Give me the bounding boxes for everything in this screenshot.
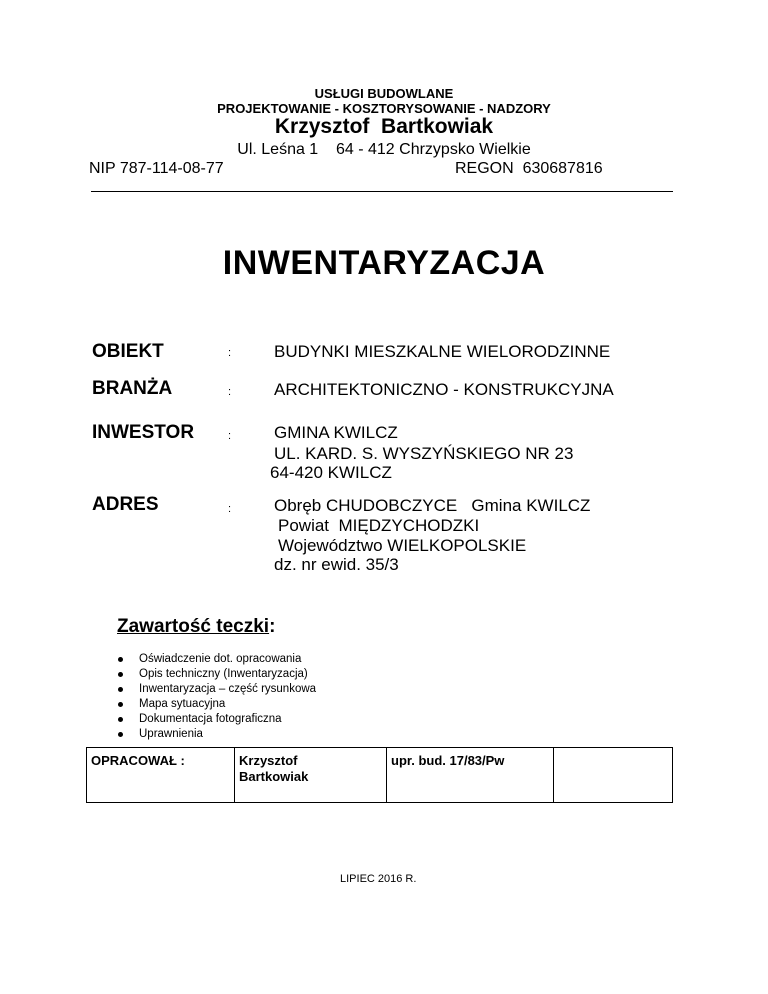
header-divider xyxy=(91,191,673,192)
company-regon: REGON 630687816 xyxy=(455,160,603,177)
field-colon-obiekt: : xyxy=(228,347,232,359)
inwestor-line-2: UL. KARD. S. WYSZYŃSKIEGO NR 23 xyxy=(274,444,574,463)
signature-cell xyxy=(554,748,673,803)
company-owner-name: Krzysztof Bartkowiak xyxy=(274,115,494,138)
inwestor-line-1: GMINA KWILCZ xyxy=(274,423,398,442)
field-label-obiekt: OBIEKT xyxy=(92,341,164,362)
company-type: USŁUGI BUDOWLANE xyxy=(314,86,454,101)
list-item: Mapa sytuacyjna xyxy=(117,697,316,712)
list-item: Dokumentacja fotograficzna xyxy=(117,712,316,727)
prepared-by-name xyxy=(235,748,387,803)
company-address: Ul. Leśna 1 64 - 412 Chrzypsko Wielkie xyxy=(237,141,531,158)
permit-number: upr. bud. 17/83/Pw xyxy=(387,748,554,803)
table-row xyxy=(87,748,673,803)
field-label-inwestor: INWESTOR xyxy=(92,422,195,443)
field-colon-adres: : xyxy=(228,503,232,515)
document-title: INWENTARYZACJA xyxy=(222,244,546,282)
list-item: Oświadczenie dot. opracowania xyxy=(117,652,316,667)
field-label-adres: ADRES xyxy=(92,494,159,515)
name-line-2: Bartkowiak xyxy=(239,769,309,784)
document-date: LIPIEC 2016 R. xyxy=(340,873,417,885)
list-item: Inwentaryzacja – część rysunkowa xyxy=(117,682,316,697)
contents-heading-text: Zawartość teczki xyxy=(117,616,270,637)
prepared-by-label: OPRACOWAŁ : xyxy=(87,748,235,803)
company-nip: NIP 787-114-08-77 xyxy=(89,160,224,177)
field-label-branza: BRANŻA xyxy=(92,378,173,399)
list-item: Uprawnienia xyxy=(117,727,316,742)
contents-heading-colon: : xyxy=(269,616,276,637)
name-line-1: Krzysztof xyxy=(239,753,298,768)
field-colon-branza: : xyxy=(228,386,232,398)
signature-table xyxy=(86,747,673,803)
field-value-branza: ARCHITEKTONICZNO - KONSTRUKCYJNA xyxy=(274,380,614,399)
adres-line-3: Województwo WIELKOPOLSKIE xyxy=(278,536,527,555)
adres-line-1: Obręb CHUDOBCZYCE Gmina KWILCZ xyxy=(274,496,591,515)
field-colon-inwestor: : xyxy=(228,430,232,442)
list-item: Opis techniczny (Inwentaryzacja) xyxy=(117,667,316,682)
inwestor-line-3: 64-420 KWILCZ xyxy=(270,463,392,482)
contents-heading xyxy=(117,616,275,638)
contents-list xyxy=(117,652,316,742)
adres-line-2: Powiat MIĘDZYCHODZKI xyxy=(278,516,480,535)
field-value-obiekt: BUDYNKI MIESZKALNE WIELORODZINNE xyxy=(274,342,611,361)
company-services: PROJEKTOWANIE - KOSZTORYSOWANIE - NADZORY xyxy=(217,101,551,116)
adres-line-4: dz. nr ewid. 35/3 xyxy=(274,555,399,574)
